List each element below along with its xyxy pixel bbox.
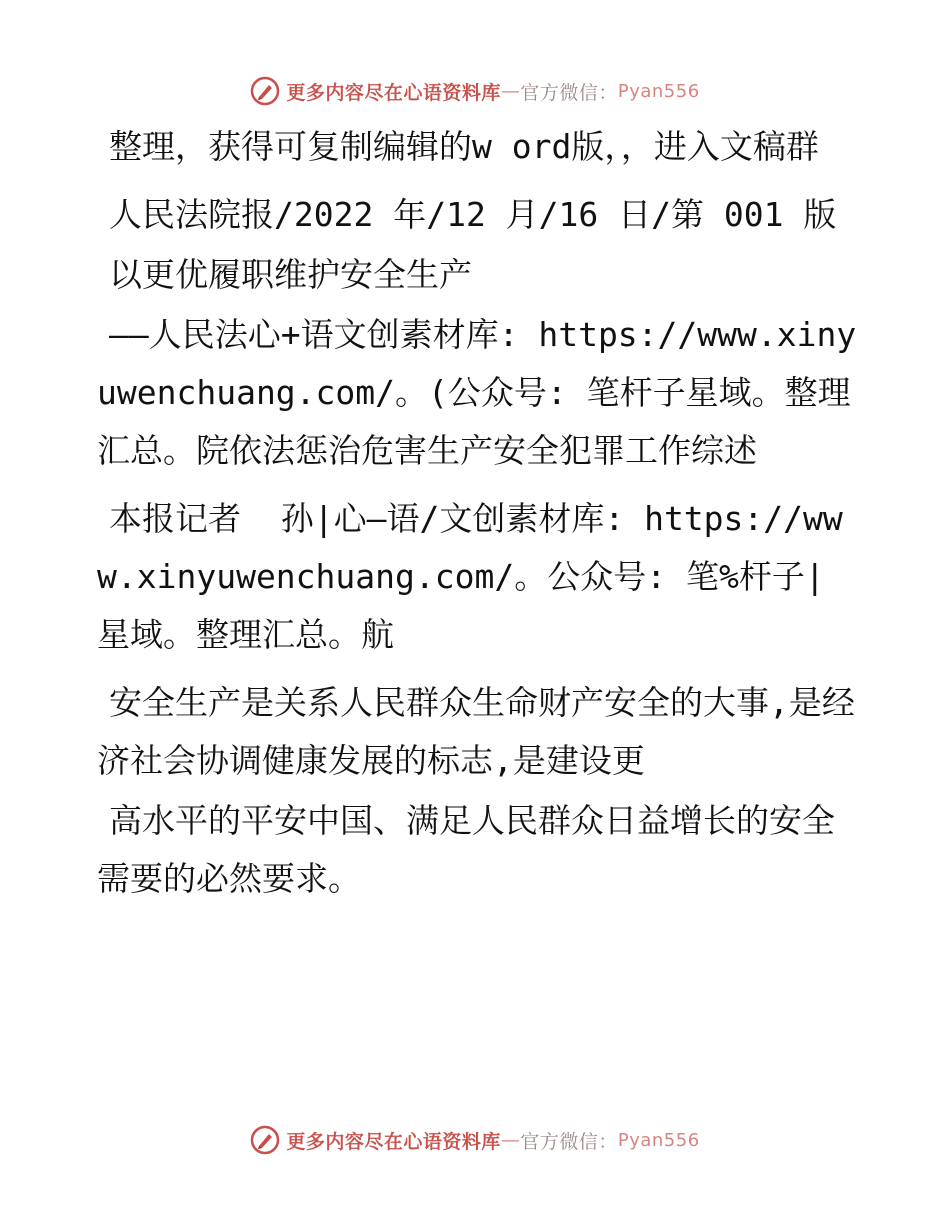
paragraph-intro: 整理，获得可复制编辑的w ord版，，进入文稿群 <box>109 127 819 166</box>
banner-wechat-label: 官方微信： <box>520 81 618 104</box>
banner-wechat-label: 官方微信： <box>520 1130 618 1153</box>
paragraph-reporter: 本报记者 孙|心—语/文创素材库: https://www.xinyuwenchuang.com/。公众号: 笔%杆子|星域。整理汇总。航 <box>97 499 843 654</box>
footer-banner <box>0 1120 950 1160</box>
banner-dash: — <box>500 1129 521 1151</box>
document-body <box>97 118 857 908</box>
pen-logo-icon <box>250 76 280 106</box>
header-banner <box>0 71 950 111</box>
paragraph-body-2: 高水平的平安中国、满足人民群众日益增长的安全需要的必然要求。 <box>97 801 835 898</box>
paragraph-source-line: 人民法院报/2022 年/12 月/16 日/第 001 版 <box>109 195 837 234</box>
pen-logo-icon <box>250 1125 280 1155</box>
banner-dash: — <box>500 80 521 102</box>
banner-main-text: 更多内容尽在心语资料库 <box>286 81 501 104</box>
article-title: 以更优履职维护安全生产 <box>109 255 472 294</box>
article-subtitle: ——人民法心+语文创素材库: https://www.xinyuwenchuang.com/。(公众号: 笔杆子星域。整理汇总。院依法惩治危害生产安全犯罪工作综述 <box>97 315 857 470</box>
banner-main-text: 更多内容尽在心语资料库 <box>286 1130 501 1153</box>
banner-wechat-id: Pyan556 <box>617 80 700 102</box>
banner-wechat-id: Pyan556 <box>617 1129 700 1151</box>
paragraph-body-1: 安全生产是关系人民群众生命财产安全的大事,是经济社会协调健康发展的标志,是建设更 <box>97 683 855 780</box>
